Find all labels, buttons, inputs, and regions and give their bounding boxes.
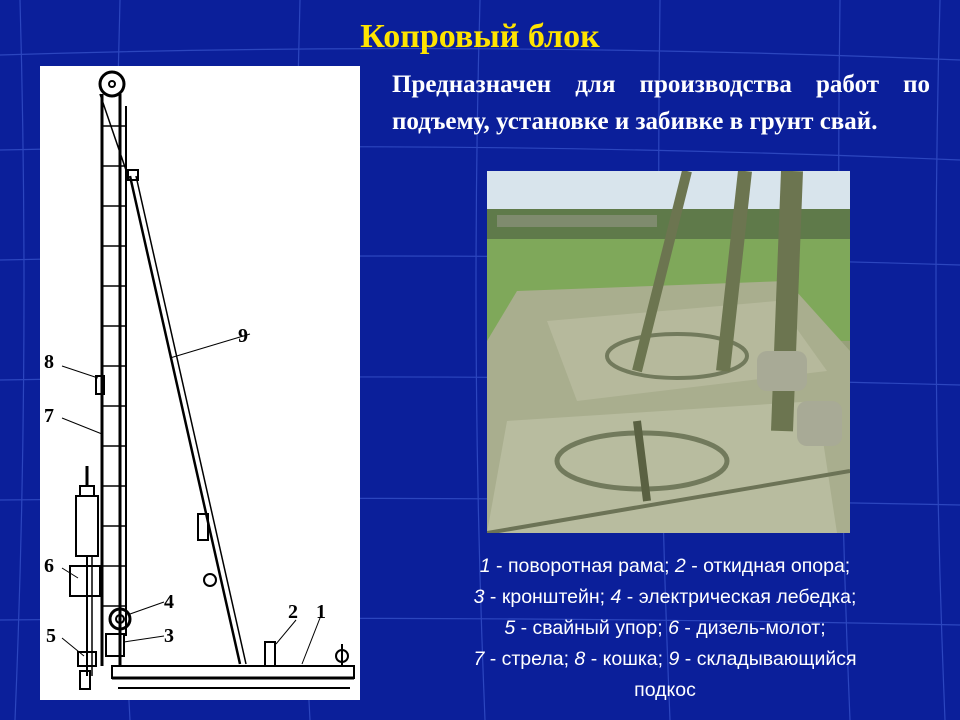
diagram-label-6: 6 [44,555,54,577]
description-text: Предназначен для производства работ по подъему, установке и забивке в грунт свай. [392,71,930,135]
diagram-label-2: 2 [288,601,298,623]
legend-line-1: 1 - поворотная рама; 2 - откидная опора; [479,555,851,577]
slide-title: Копровый блок [360,18,600,55]
legend-line-2: 3 - кронштейн; 4 - электрическая лебедка; [473,586,857,608]
diagram-label-8: 8 [44,351,54,373]
legend-line-3: 5 - свайный упор; 6 - дизель-молот; [504,617,826,639]
pile-driver-photo [487,171,850,533]
diagram-label-7: 7 [44,405,54,427]
rotating-frame-drawing [112,666,354,678]
diagram-label-4: 4 [164,591,174,613]
legend-line-4: 7 - стрела; 8 - кошка; 9 - складывающийся [473,648,857,670]
pile-driver-diagram [40,66,360,700]
diagram-label-9: 9 [238,325,248,347]
legend-line-5: подкос [634,679,696,701]
legend [392,551,938,701]
diagram-label-5: 5 [46,625,56,647]
diagram-label-3: 3 [164,625,174,647]
diagram-label-1: 1 [316,601,326,623]
